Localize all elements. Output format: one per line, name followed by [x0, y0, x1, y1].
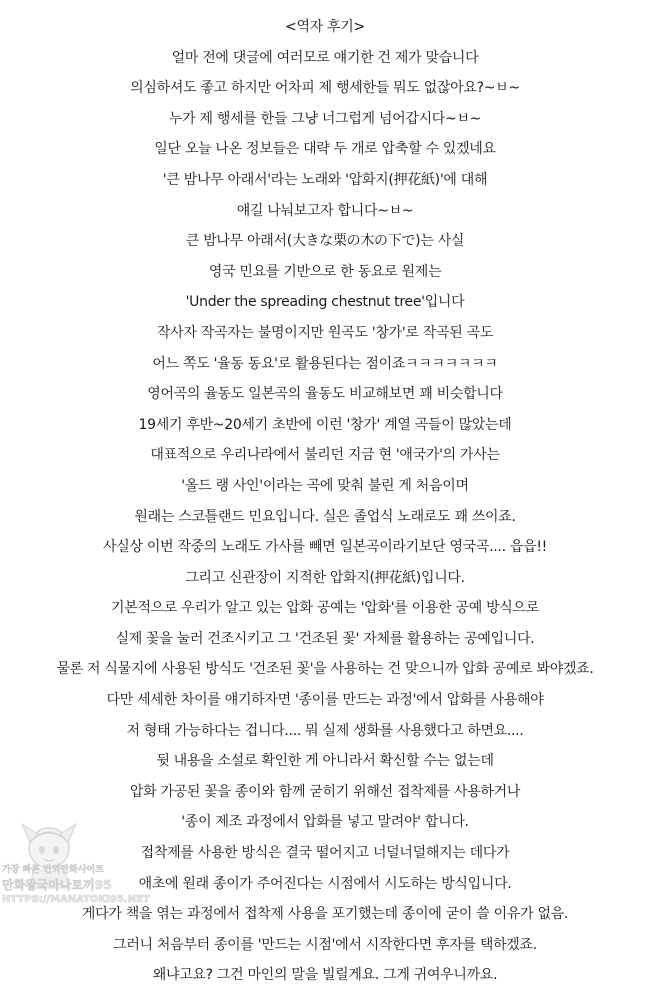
notes-line: 다만 세세한 차이를 얘기하자면 '종이를 만드는 과정'에서 압화를 사용해야 [106, 692, 544, 709]
notes-line: 물론 저 식물지에 사용된 방식도 '건조된 꽃'을 사용하는 건 맞으니까 압화 공예로 봐야겠죠. [56, 661, 594, 678]
watermark-tagline: 가장 빠른 번역만화사이트 [2, 865, 104, 875]
notes-line: 19세기 후반~20세기 초반에 이런 '창가' 계열 곡들이 많았는데 [138, 416, 512, 433]
notes-line: 왜냐고요? 그건 마인의 말을 빌릴게요. 그게 귀여우니까요. [152, 967, 498, 984]
notes-line: 어느 쪽도 '율동 동요'로 활용된다는 점이죠ㅋㅋㅋㅋㅋㅋㅋ [152, 355, 498, 372]
notes-line: 의심하셔도 좋고 하지만 어차피 제 행세한들 뭐도 없잖아요?~ㅂ~ [130, 80, 520, 97]
notes-line: 뒷 내용을 소설로 확인한 게 아니라서 확신할 수는 없는데 [156, 753, 494, 770]
notes-line: '올드 랭 사인'이라는 곡에 맞춰 불린 게 처음이며 [181, 477, 469, 494]
watermark-site-name: 만화왕국마나토끼95 [2, 878, 112, 892]
notes-line: 사실상 이번 작중의 노래도 가사를 빼면 일본곡이라기보단 영국곡.... 읍읍!! [103, 539, 547, 556]
site-watermark [0, 818, 150, 924]
notes-heading: <역자 후기> [285, 19, 365, 35]
notes-line: 게다가 책을 엮는 과정에서 접착제 사용을 포기했는데 종이에 굳이 쓸 이유가 없음. [81, 906, 569, 923]
notes-line: 원래는 스코틀랜드 민요입니다. 실은 졸업식 노래로도 꽤 쓰이죠. [134, 508, 516, 525]
notes-line: 애초에 원래 종이가 주어진다는 시점에서 시도하는 방식입니다. [138, 875, 512, 892]
notes-line: 기본적으로 우리가 알고 있는 압화 공예는 '압화'를 이용한 공예 방식으로 [111, 600, 539, 617]
notes-line: 저 형태 가능하다는 겁니다.... 뭐 실제 생화를 사용했다고 하면요.... [126, 722, 524, 739]
notes-line: 큰 밤나무 아래서(大きな栗の木の下で)는 사실 [185, 233, 465, 250]
notes-line: 누가 제 행세를 한들 그냥 너그럽게 넘어갑시다~ㅂ~ [168, 110, 482, 127]
notes-line: 압화 가공된 꽃을 종이와 함께 굳히기 위해선 접착제를 사용하거나 [129, 783, 521, 800]
notes-line: 영어곡의 율동도 일본곡의 율동도 비교해보면 꽤 비슷합니다 [147, 386, 503, 403]
notes-line: 실제 꽃을 눌러 건조시키고 그 '건조된 꽃' 자체를 활용하는 공예입니다. [115, 630, 535, 647]
notes-line: 대표적으로 우리나라에서 불리던 지금 현 '애국가'의 가사는 [150, 447, 500, 464]
notes-line: 일단 오늘 나온 정보들은 대략 두 개로 압축할 수 있겠네요 [154, 141, 496, 158]
watermark-url: HTTPS://MANATOKI95.NET [2, 894, 150, 905]
notes-line: 'Under the spreading chestnut tree'입니다 [185, 294, 465, 311]
notes-line: 그러니 처음부터 종이를 '만드는 시점'에서 시작한다면 후자를 택하겠죠. [113, 936, 537, 953]
notes-line: 얼마 전에 댓글에 여러모로 얘기한 건 제가 맞습니다 [171, 49, 479, 66]
notes-line: '큰 밤나무 아래서'라는 노래와 '압화지(押花紙)'에 대해 [162, 171, 488, 188]
notes-line: 영국 민요를 기반으로 한 동요로 원제는 [208, 263, 442, 280]
notes-line: 작사자 작곡자는 불명이지만 원곡도 '창가'로 작곡된 곡도 [156, 324, 494, 341]
notes-line: '종이 제조 과정에서 압화를 넣고 말려야' 합니다. [181, 814, 469, 831]
notes-line: 접착제를 사용한 방식은 결국 떨어지고 너덜너덜해지는 데다가 [140, 845, 510, 862]
notes-line: 그리고 신관장이 지적한 압화지(押花紙)입니다. [185, 569, 465, 586]
notes-line: 얘길 나눠보고자 합니다~ㅂ~ [236, 202, 414, 219]
